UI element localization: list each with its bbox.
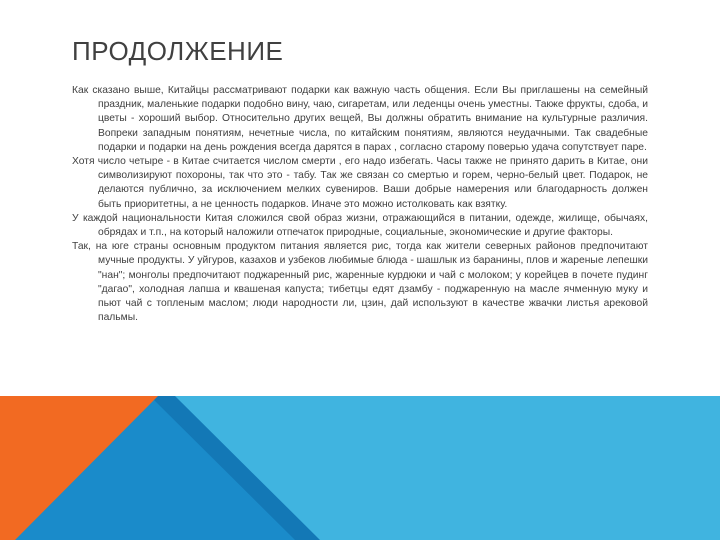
paragraph-nationalities: У каждой национальности Китая сложился свой образ жизни, отражающийся в питании, одежде, жилище, обычаях, обрядах и т.п., на который наложили отпечаток природные, социальные, экономические и другие факторы.	[72, 212, 648, 239]
decorative-footer-shapes	[0, 396, 720, 540]
slide-title: ПРОДОЛЖЕНИЕ	[72, 36, 284, 66]
paragraph-taboos: Хотя число четыре - в Китае считается числом смерти , его надо избегать. Часы также не принято дарить в Китае, они символизируют похороны, так что это - табу. Так же связан со смертью и горем, черно-белый цвет. Подарок, не делаются публично, за исключением мелких сувениров. Ваши добрые намерения или благодарность должен быть приоритетны, а не ценность подарков. Иначе это можно истолковать как взятку.	[72, 156, 648, 210]
slide-body	[72, 84, 648, 325]
paragraph-food: Так, на юге страны основным продуктом питания является рис, тогда как жители северных районов предпочитают мучные продукты. У уйгуров, казахов и узбеков любимые блюда - шашлык из баранины, плов и жареные лепешки "нан"; монголы предпочитают поджаренный рис, жаренные курдюки и чай с молоком; у корейцев в почете пудинг "дагао", холодная лапша и квашеная капуста; тибетцы едят дзамбу - поджаренную на масле ячменную муку и пьют чай с топленым маслом; люди народности ли, цзин, дай используют в качестве жвачки листья арековой пальмы.	[72, 241, 648, 324]
paragraph-gifts: Как сказано выше, Китайцы рассматривают подарки как важную часть общения. Если Вы приглашены на семейный праздник, маленькие подарки подобно вину, чаю, сигаретам, или леденцы очень уместны. Также фрукты, сдоба, и цветы - хороший выбор. Относительно других вещей, Вы должны обратить внимание на культурные различия. Вопреки западным понятиям, нечетные числа, по китайским понятиям, являются неудачными. Так свадебные подарки и подарки на день рождения всегда дарятся в парах , согласно старому поверью удача сопутствует паре.	[72, 85, 648, 153]
